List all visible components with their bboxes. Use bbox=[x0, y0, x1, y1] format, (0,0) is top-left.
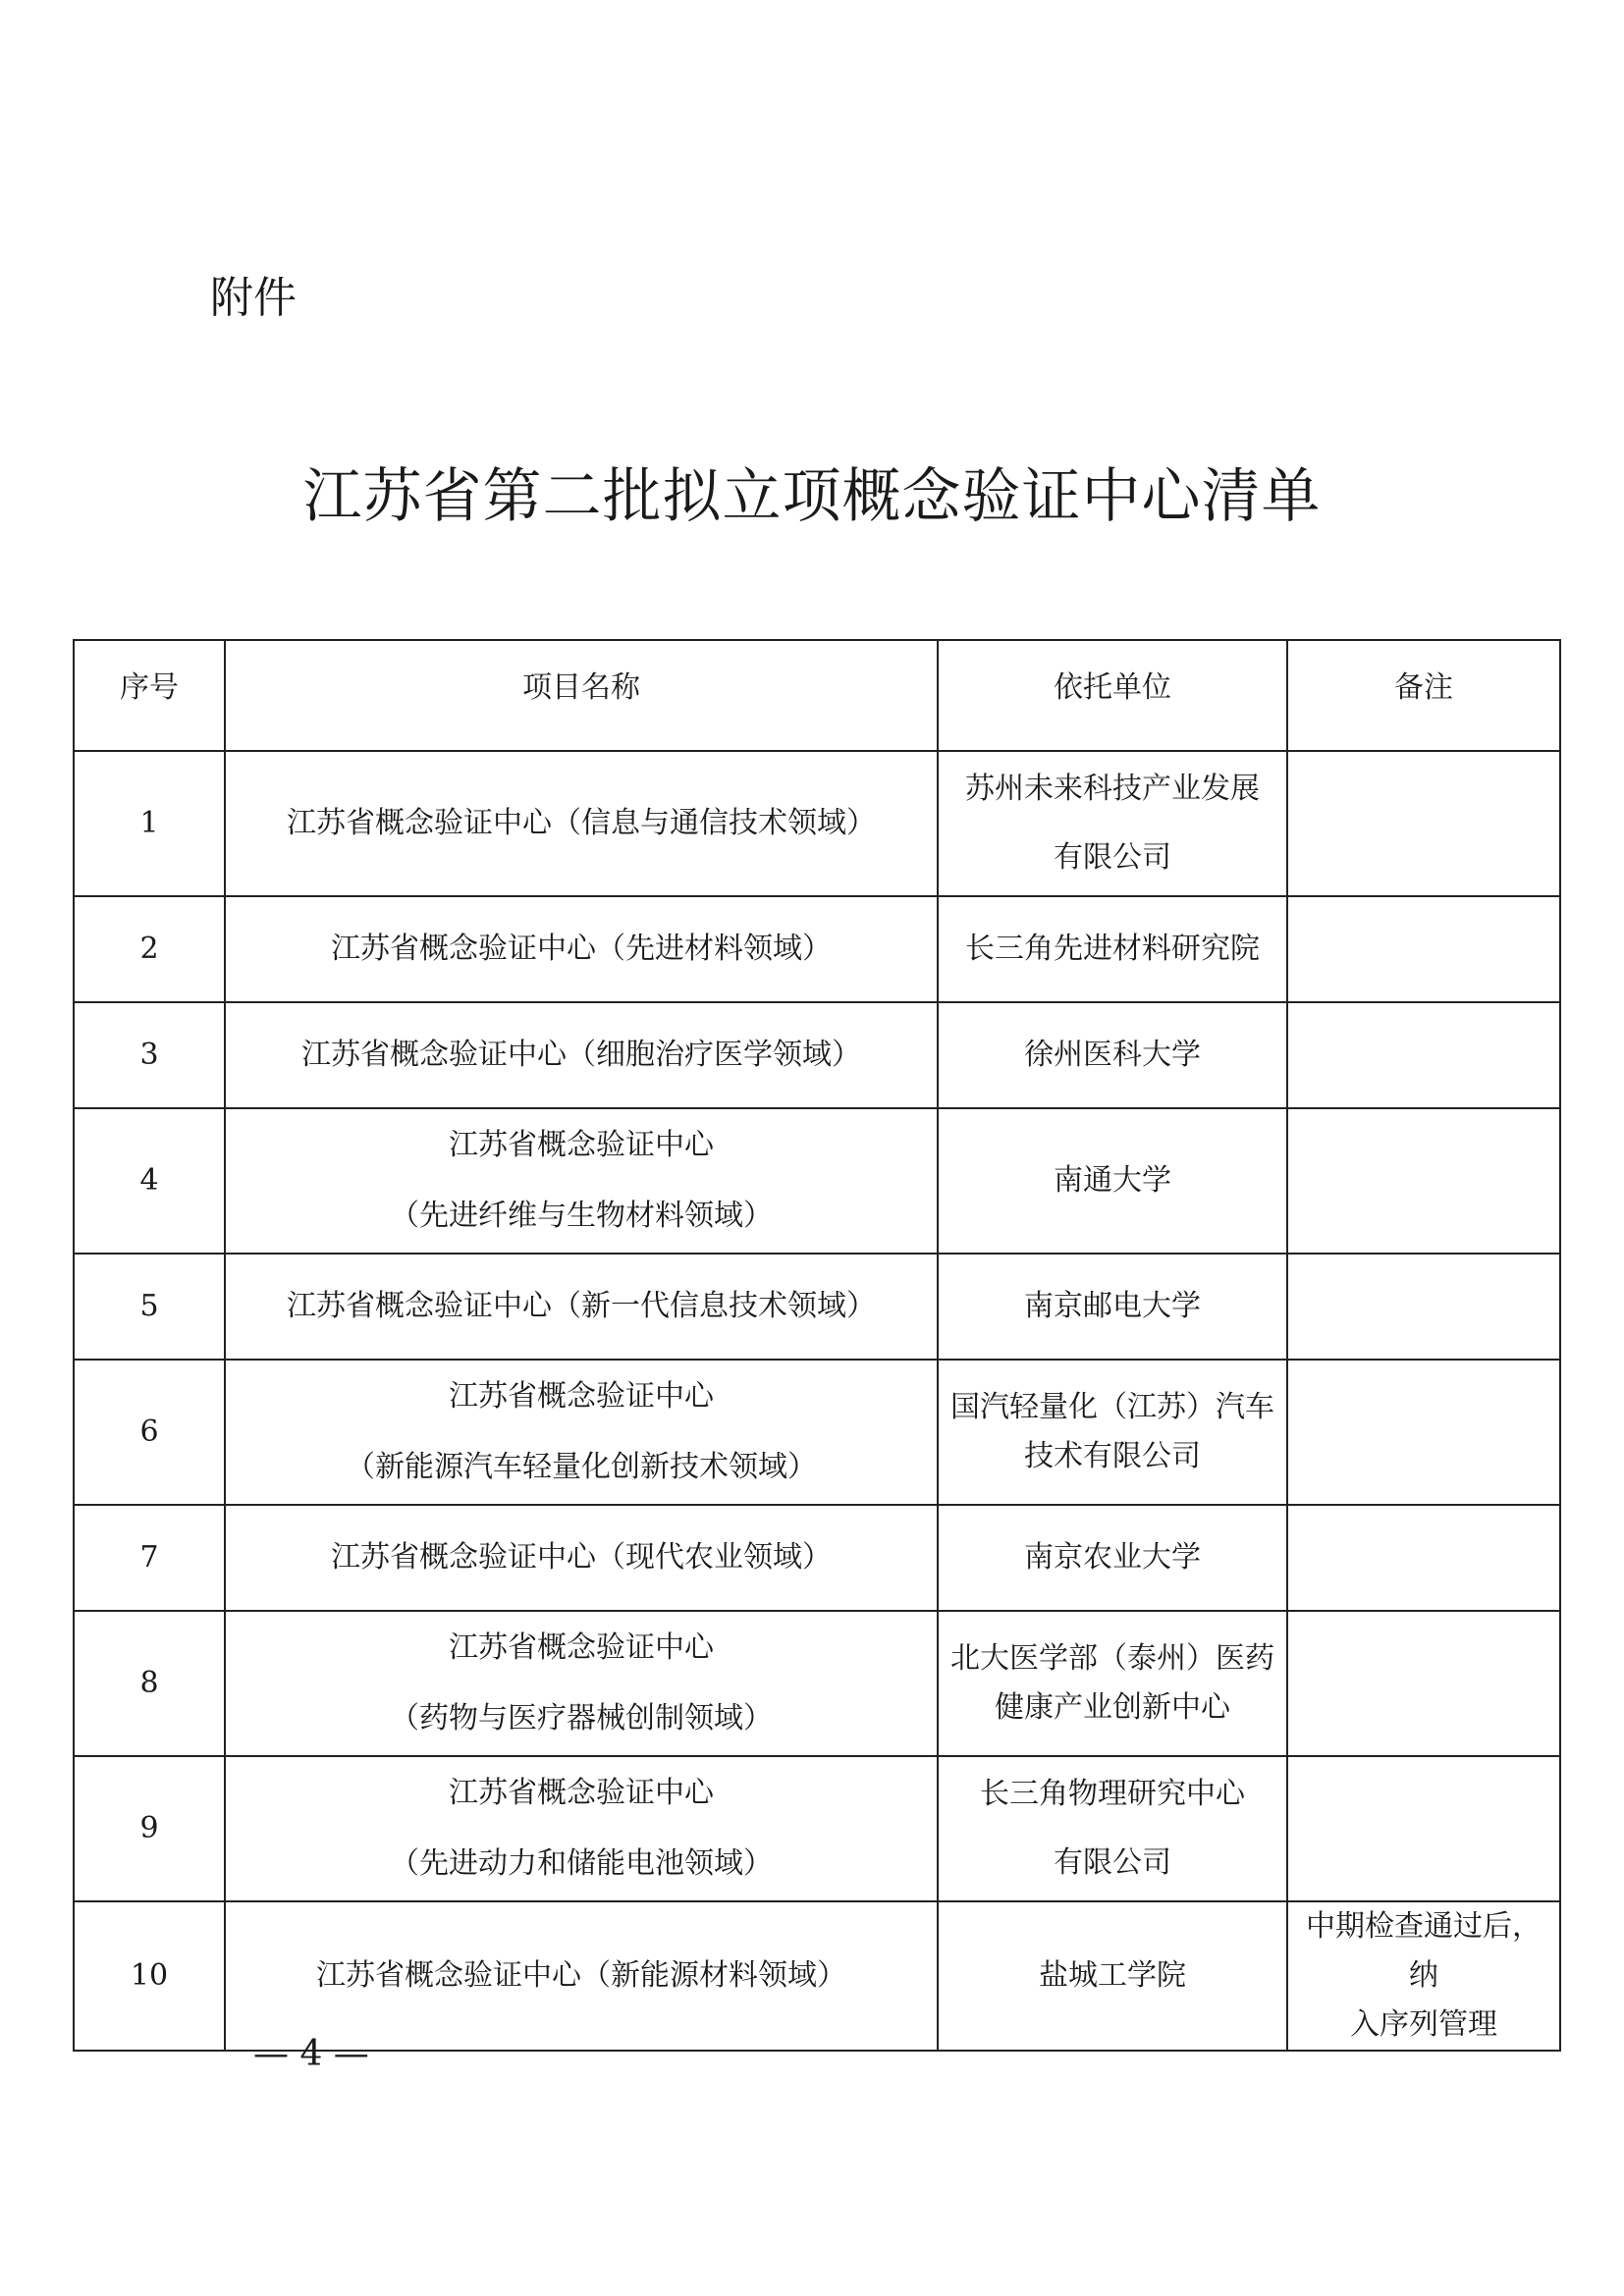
center-list-table bbox=[73, 639, 1561, 2052]
row-remarks bbox=[1287, 1756, 1560, 1901]
row-host-unit-line: 健康产业创新中心 bbox=[995, 1690, 1230, 1725]
row-remarks bbox=[1287, 896, 1560, 1002]
table-header-row bbox=[74, 640, 1560, 751]
header-remarks: 备注 bbox=[1287, 640, 1560, 751]
row-project-name-line: 江苏省概念验证中心（现代农业领域） bbox=[331, 1540, 832, 1575]
header-serial: 序号 bbox=[74, 640, 225, 751]
row-host-unit bbox=[938, 1360, 1287, 1505]
row-project-name bbox=[225, 1756, 938, 1901]
row-project-name-line: 江苏省概念验证中心 bbox=[449, 1776, 714, 1810]
row-remarks bbox=[1287, 1254, 1560, 1360]
row-serial-number: 1 bbox=[74, 751, 225, 896]
row-project-name-line: （先进动力和储能电池领域） bbox=[390, 1846, 773, 1881]
row-host-unit-line: 南京邮电大学 bbox=[1024, 1289, 1201, 1323]
row-serial-number: 9 bbox=[74, 1756, 225, 1901]
row-host-unit-line: 长三角先进材料研究院 bbox=[965, 932, 1260, 966]
row-remarks bbox=[1287, 1360, 1560, 1505]
header-project-name: 项目名称 bbox=[225, 640, 938, 751]
row-project-name bbox=[225, 1254, 938, 1360]
row-remarks-line: 入序列管理 bbox=[1350, 2007, 1497, 2042]
table-row bbox=[74, 1505, 1560, 1611]
row-remarks-line: 中期检查通过后，纳 bbox=[1306, 1909, 1542, 1993]
row-serial-number: 4 bbox=[74, 1108, 225, 1254]
table-row bbox=[74, 1756, 1560, 1901]
row-project-name bbox=[225, 1611, 938, 1756]
row-serial-number: 5 bbox=[74, 1254, 225, 1360]
row-host-unit bbox=[938, 1254, 1287, 1360]
row-serial-number: 10 bbox=[74, 1901, 225, 2051]
row-serial-number: 6 bbox=[74, 1360, 225, 1505]
row-host-unit-line: 苏州未来科技产业发展 bbox=[965, 772, 1260, 806]
row-project-name bbox=[225, 1360, 938, 1505]
table-row bbox=[74, 1002, 1560, 1108]
row-project-name bbox=[225, 751, 938, 896]
table-row bbox=[74, 896, 1560, 1002]
row-host-unit-line: 南京农业大学 bbox=[1024, 1540, 1201, 1575]
table-row bbox=[74, 751, 1560, 896]
row-project-name bbox=[225, 1901, 938, 2051]
row-serial-number: 7 bbox=[74, 1505, 225, 1611]
table-row bbox=[74, 1254, 1560, 1360]
row-host-unit bbox=[938, 1611, 1287, 1756]
row-host-unit-line: 有限公司 bbox=[1054, 1845, 1171, 1880]
row-serial-number: 8 bbox=[74, 1611, 225, 1756]
row-host-unit bbox=[938, 1108, 1287, 1254]
row-serial-number: 3 bbox=[74, 1002, 225, 1108]
row-project-name-line: （新能源汽车轻量化创新技术领域） bbox=[346, 1450, 817, 1484]
table-row bbox=[74, 1611, 1560, 1756]
table-row bbox=[74, 1360, 1560, 1505]
row-project-name-line: 江苏省概念验证中心（新一代信息技术领域） bbox=[287, 1289, 876, 1323]
row-host-unit bbox=[938, 1756, 1287, 1901]
row-remarks bbox=[1287, 1611, 1560, 1756]
row-project-name-line: （药物与医疗器械创制领域） bbox=[390, 1701, 773, 1735]
row-host-unit-line: 有限公司 bbox=[1054, 840, 1171, 875]
row-host-unit bbox=[938, 896, 1287, 1002]
row-host-unit-line: 技术有限公司 bbox=[1024, 1439, 1201, 1473]
row-remarks bbox=[1287, 1108, 1560, 1254]
page-number: — 4 — bbox=[253, 2034, 369, 2074]
row-remarks bbox=[1287, 751, 1560, 896]
row-host-unit bbox=[938, 751, 1287, 896]
row-project-name bbox=[225, 896, 938, 1002]
row-serial-number: 2 bbox=[74, 896, 225, 1002]
row-project-name-line: 江苏省概念验证中心（细胞治疗医学领域） bbox=[301, 1038, 861, 1072]
row-host-unit-line: 徐州医科大学 bbox=[1024, 1038, 1201, 1072]
row-project-name-line: 江苏省概念验证中心（新能源材料领域） bbox=[316, 1958, 846, 1993]
row-project-name-line: 江苏省概念验证中心 bbox=[449, 1128, 714, 1162]
row-project-name-line: 江苏省概念验证中心 bbox=[449, 1379, 714, 1414]
row-project-name bbox=[225, 1505, 938, 1611]
row-project-name-line: 江苏省概念验证中心（先进材料领域） bbox=[331, 932, 832, 966]
row-project-name bbox=[225, 1002, 938, 1108]
row-host-unit-line: 国汽轻量化（江苏）汽车 bbox=[950, 1390, 1274, 1424]
header-host-unit: 依托单位 bbox=[938, 640, 1287, 751]
row-project-name-line: 江苏省概念验证中心 bbox=[449, 1630, 714, 1665]
row-host-unit bbox=[938, 1901, 1287, 2051]
document-title: 江苏省第二批拟立项概念验证中心清单 bbox=[302, 462, 1322, 531]
row-host-unit bbox=[938, 1505, 1287, 1611]
row-host-unit-line: 北大医学部（泰州）医药 bbox=[950, 1641, 1274, 1676]
table-row bbox=[74, 1901, 1560, 2051]
row-host-unit-line: 南通大学 bbox=[1054, 1163, 1171, 1198]
row-host-unit-line: 盐城工学院 bbox=[1039, 1958, 1186, 1993]
row-remarks bbox=[1287, 1505, 1560, 1611]
table-row bbox=[74, 1108, 1560, 1254]
row-project-name-line: 江苏省概念验证中心（信息与通信技术领域） bbox=[287, 806, 876, 840]
row-host-unit bbox=[938, 1002, 1287, 1108]
row-remarks bbox=[1287, 1901, 1560, 2051]
row-remarks bbox=[1287, 1002, 1560, 1108]
attachment-label: 附件 bbox=[210, 273, 297, 323]
row-project-name bbox=[225, 1108, 938, 1254]
row-host-unit-line: 长三角物理研究中心 bbox=[980, 1777, 1245, 1811]
row-project-name-line: （先进纤维与生物材料领域） bbox=[390, 1199, 773, 1233]
